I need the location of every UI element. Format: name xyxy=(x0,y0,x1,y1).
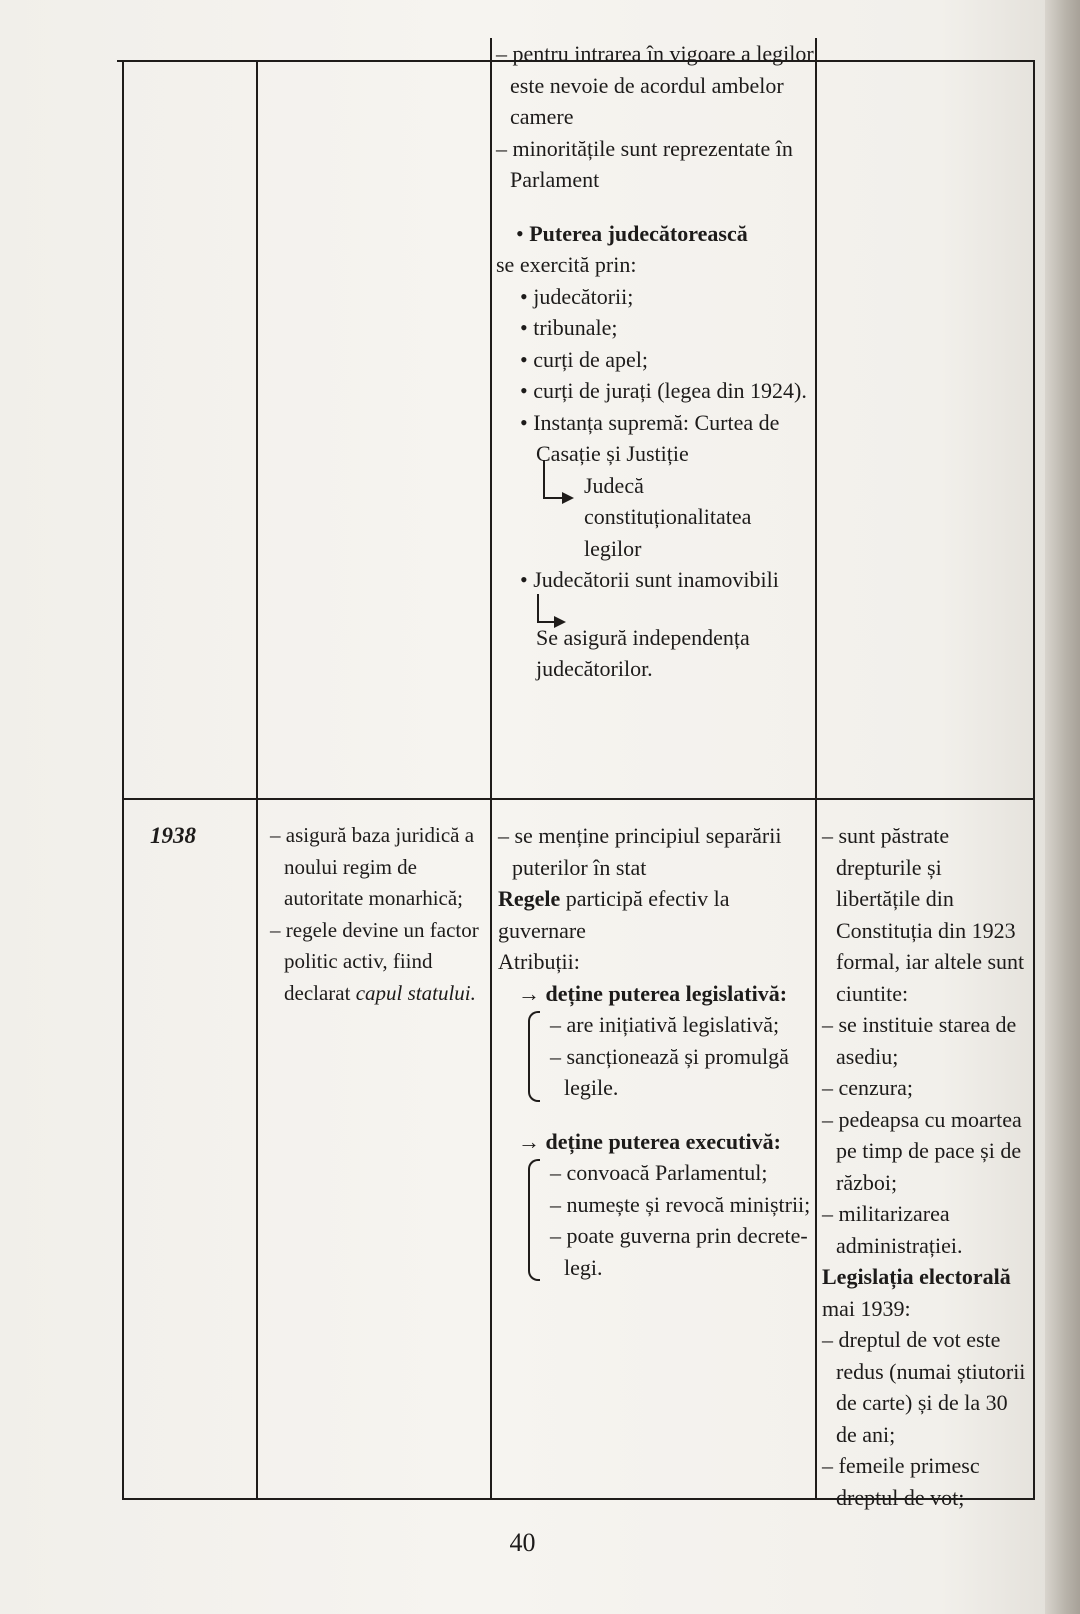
character-cell xyxy=(270,820,486,1009)
list-item: • Judecătorii sunt inamovibili xyxy=(520,567,779,592)
list-item: – numește și revocă miniștrii; xyxy=(550,1191,811,1217)
list-item: – convoacă Parlamentul; xyxy=(550,1160,768,1185)
column-divider-1 xyxy=(256,60,258,1500)
brace-icon xyxy=(528,1011,540,1102)
judicial-note-block xyxy=(496,470,814,565)
powers-1938-cell xyxy=(498,820,812,1283)
list-item: • tribunale; xyxy=(520,315,618,340)
legislative-items-group xyxy=(498,1009,812,1104)
judges-note-block xyxy=(496,596,814,685)
list-item: • curți de apel; xyxy=(520,346,649,372)
executive-power-heading: → deține puterea executivă: xyxy=(518,1128,781,1154)
attributions-label: Atribuții: xyxy=(498,949,580,974)
head-of-state: capul statului. xyxy=(355,980,476,1005)
judicial-items-list xyxy=(496,281,814,470)
list-item: – are inițiativă legislativă; xyxy=(550,1012,780,1037)
page-number: 40 xyxy=(509,1528,536,1557)
table-row-divider xyxy=(124,798,1035,800)
list-item: – dreptul de vot este redus (numai știutorii de carte) și de la 30 de ani; xyxy=(822,1327,1026,1447)
list-item: – pentru intrarea în vigoare a legilor este nevoie de acordul ambelor camere xyxy=(496,41,814,129)
rights-1938-cell xyxy=(822,820,1028,1513)
list-item: – sancționează și promulgă legile. xyxy=(550,1043,789,1100)
bent-arrow-icon xyxy=(532,592,576,646)
book-spine xyxy=(1045,0,1080,1614)
list-item: – militarizarea administrației. xyxy=(822,1201,963,1258)
column-divider-2 xyxy=(490,38,492,1500)
king-role: Regele participă efectiv la guvernare xyxy=(498,886,730,943)
year-cell xyxy=(150,820,250,852)
list-item: • Instanța supremă: Curtea de Casație și Justiție xyxy=(520,409,780,466)
judges-note: Se asigură independența judecătorilor. xyxy=(536,624,750,681)
executive-items-group xyxy=(498,1157,812,1283)
table-left-border xyxy=(122,60,124,1500)
character-item: – asigură baza juridică a noului regim de autoritate monarhică; xyxy=(270,823,475,910)
bent-arrow-icon xyxy=(536,458,580,512)
separation-principle: – se menține principiul separării puterilor în stat xyxy=(498,823,782,880)
electoral-heading: Legislația electorală xyxy=(822,1264,1011,1289)
character-item: – regele devine un factor politic activ, fiind declarat capul statului. xyxy=(270,917,479,1005)
list-item: – sunt păstrate drepturile și libertățile din Constituția din 1923 formal, iar altele sunt ciuntite: xyxy=(822,823,1025,1006)
top-row-powers-cell xyxy=(496,38,814,685)
judicial-heading: Puterea judecătorească xyxy=(529,220,748,246)
judicial-intro: se exercită prin: xyxy=(496,252,637,277)
list-item: – pedeapsa cu moartea pe timp de pace și de război; xyxy=(822,1106,1022,1195)
table-right-border xyxy=(1033,60,1035,1500)
list-item: – cenzura; xyxy=(822,1075,913,1100)
judicial-heading-line: • Puterea judecătorească xyxy=(516,220,748,246)
judicial-note: Judecă constituționalitatea legilor xyxy=(584,472,752,561)
year-1938: 1938 xyxy=(150,823,196,848)
column-divider-3 xyxy=(815,38,817,1500)
brace-icon xyxy=(528,1159,540,1281)
legislative-tail-list xyxy=(496,38,814,196)
legislative-power-heading: → deține puterea legislativă: xyxy=(518,980,788,1006)
list-item: – femeile primesc dreptul de vot; xyxy=(822,1453,980,1510)
list-item: • judecătorii; xyxy=(520,283,634,309)
electoral-date: mai 1939: xyxy=(822,1295,911,1321)
list-item: – minoritățile sunt reprezentate în Parlament xyxy=(496,135,793,192)
list-item: – se instituie starea de asediu; xyxy=(822,1012,1017,1069)
list-item: – poate guverna prin decrete-legi. xyxy=(550,1223,808,1280)
list-item: • curți de jurați (legea din 1924). xyxy=(520,378,807,403)
